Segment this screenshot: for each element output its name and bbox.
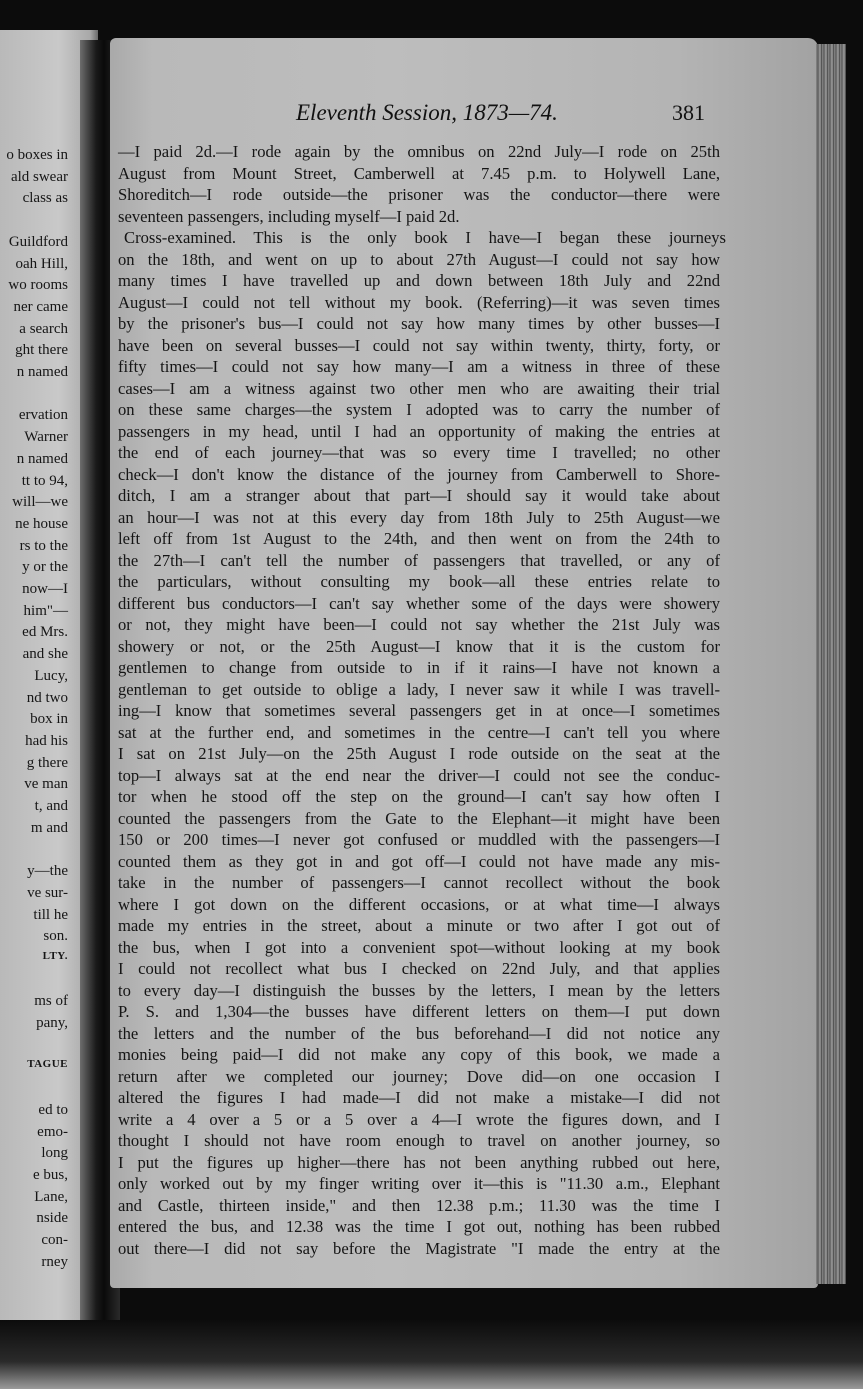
left-page-fragment: ght there bbox=[15, 342, 68, 359]
bottom-shadow bbox=[0, 1320, 863, 1389]
left-page-fragment: t, and bbox=[34, 798, 68, 814]
text-line: top—I always sat at the end near the driver—I could not see the conduc- bbox=[118, 765, 720, 785]
left-page-fragment: a search bbox=[19, 320, 68, 337]
text-line: to every day—I distinguish the busses by the letters, I mean by the letters bbox=[118, 980, 720, 1000]
text-line: P. S. and 1,304—the busses have different letters on them—I put down bbox=[118, 1002, 720, 1021]
left-page-fragment: will—we bbox=[12, 494, 68, 511]
left-page-fragment: long bbox=[41, 1145, 68, 1162]
left-page-fragment: ms of bbox=[34, 993, 68, 1010]
left-page-fragment: ne house bbox=[15, 515, 68, 532]
text-line: only worked out by my finger writing over it—this is "11.30 a.m., Elephant bbox=[118, 1174, 720, 1193]
text-line: I could not recollect what bus I checked on 22nd July, and that applies bbox=[118, 959, 720, 978]
text-line: or not, they might have been—I could not say whether the 21st July was bbox=[118, 615, 720, 634]
text-line: return after we completed our journey; Dove did—on one occasion I bbox=[118, 1066, 720, 1086]
text-line: Shoreditch—I rode outside—the prisoner was the conductor—there were bbox=[118, 185, 720, 204]
text-line: different bus conductors—I can't say whether some of the days were showery bbox=[118, 593, 720, 613]
left-page-fragment: nd two bbox=[26, 689, 68, 706]
text-line: have been on several busses—I could not say within twenty, thirty, forty, or bbox=[118, 335, 720, 355]
book-page bbox=[110, 38, 818, 1288]
page-edges bbox=[816, 44, 846, 1284]
left-page-fragment: tt to 94, bbox=[21, 472, 68, 489]
text-line: altered the figures I had made—I did not make a mistake—I did not bbox=[118, 1088, 720, 1107]
text-line: ditch, I am a stranger about that part—I should say it would take about bbox=[118, 486, 720, 505]
left-page-fragment: had his bbox=[25, 732, 68, 749]
left-page-fragment: m and bbox=[30, 819, 68, 836]
text-line: out there—I did not say before the Magistrate "I made the entry at the bbox=[118, 1238, 720, 1258]
text-line: check—I don't know the distance of the journey from Camberwell to Shore- bbox=[118, 464, 720, 484]
left-page-fragment: wo rooms bbox=[8, 277, 68, 294]
text-line: an hour—I was not at this every day from 18th July to 25th August—we bbox=[118, 507, 720, 527]
text-line: and Castle, thirteen inside," and then 12.38 p.m.; 11.30 was the time I bbox=[118, 1195, 720, 1215]
left-page-fragment: emo- bbox=[37, 1123, 68, 1140]
text-line: fifty times—I could not say how many—I am a witness in three of these bbox=[118, 357, 720, 376]
text-line: tor when he stood off the step on the ground—I can't say how often I bbox=[118, 787, 720, 806]
text-line: thought I should not have room enough to travel on another journey, so bbox=[118, 1131, 720, 1150]
text-line: the particulars, without consulting my book—all these entries relate to bbox=[118, 572, 720, 591]
left-page-fragment: son. bbox=[43, 928, 68, 945]
text-line: —I paid 2d.—I rode again by the omnibus on 22nd July—I rode on 25th bbox=[118, 142, 720, 161]
left-page-fragment: con- bbox=[41, 1232, 68, 1248]
left-page-fragment: ve sur- bbox=[27, 884, 68, 901]
left-page-fragment: n named bbox=[16, 364, 68, 380]
text-line: the 27th—I can't tell the number of passengers that travelled, or any of bbox=[118, 550, 720, 570]
left-page-fragment: Guildford bbox=[8, 233, 68, 250]
left-page-fragment: ed Mrs. bbox=[22, 624, 68, 641]
left-page-fragment: g there bbox=[26, 754, 68, 771]
text-line: showery or not, or the 25th August—I know that it is the custom for bbox=[118, 636, 720, 656]
left-page-fragment: o boxes in bbox=[6, 147, 68, 163]
running-head bbox=[110, 100, 818, 130]
left-page-fragment: and she bbox=[22, 646, 68, 663]
text-line: passengers in my head, until I had an opportunity of making the entries at bbox=[118, 421, 720, 441]
left-page-fragment: box in bbox=[30, 711, 68, 728]
left-page-fragment: Warner bbox=[24, 429, 68, 446]
left-page-fragment: e bus, bbox=[33, 1166, 68, 1183]
page-number: 381 bbox=[672, 100, 705, 125]
left-page-fragment: TAGUE bbox=[27, 1058, 68, 1071]
left-page-fragment: Lucy, bbox=[34, 667, 68, 684]
text-line: the letters and the number of the bus beforehand—I did not notice any bbox=[118, 1023, 720, 1043]
text-line: the bus, when I got into a convenient spot—without looking at my book bbox=[118, 937, 720, 957]
text-line: by the prisoner's bus—I could not say how many times by other busses—I bbox=[118, 314, 720, 333]
left-page-fragment: till he bbox=[33, 906, 68, 923]
text-line: monies being paid—I did not make any copy of this book, we made a bbox=[118, 1045, 720, 1064]
left-page-fragment: Lane, bbox=[34, 1188, 68, 1205]
text-line: take in the number of passengers—I cannot recollect without the book bbox=[118, 873, 720, 892]
text-line: gentleman to get outside to oblige a lady, I never saw it while I was travell- bbox=[118, 679, 720, 699]
text-line: ing—I know that sometimes several passengers get in at once—I sometimes bbox=[118, 701, 720, 720]
left-page-fragment: n named bbox=[16, 450, 68, 467]
left-page-fragment: rney bbox=[41, 1253, 68, 1270]
text-line: made my entries in the street, about a minute or two after I got out of bbox=[118, 916, 720, 935]
text-line: seventeen passengers, including myself—I paid 2d. bbox=[118, 206, 460, 226]
text-line: left off from 1st August to the 24th, and then went on from the 24th to bbox=[118, 529, 720, 548]
left-page-fragment: y or the bbox=[22, 559, 68, 576]
text-line: Cross-examined. This is the only book I have—I began these journeys bbox=[124, 228, 726, 247]
left-page-fragment: pany, bbox=[36, 1015, 68, 1031]
left-page-fragment: LTY. bbox=[42, 949, 68, 962]
text-line: 150 or 200 times—I never got confused or muddled with the passengers—I bbox=[118, 830, 720, 849]
text-line: on these same charges—the system I adopted was to carry the number of bbox=[118, 400, 720, 419]
text-line: cases—I am a witness against two other men who are awaiting their trial bbox=[118, 378, 720, 398]
left-page-fragment: oah Hill, bbox=[15, 255, 68, 272]
text-line: many times I have travelled up and down between 18th July and 22nd bbox=[118, 271, 720, 290]
text-line: I sat on 21st July—on the 25th August I rode outside on the seat at the bbox=[118, 744, 720, 763]
left-page-fragment: ed to bbox=[38, 1101, 68, 1118]
left-page-fragment: ervation bbox=[18, 407, 68, 424]
left-page-fragment: ner came bbox=[13, 298, 68, 315]
text-line: counted the passengers from the Gate to the Elephant—it might have been bbox=[118, 808, 720, 828]
text-line: on the 18th, and went on up to about 27th August—I could not say how bbox=[118, 249, 720, 269]
running-title: Eleventh Session, 1873—74. bbox=[296, 100, 558, 125]
text-line: gentlemen to change from outside to in if it rains—I have not known a bbox=[118, 658, 720, 677]
left-page-fragment: rs to the bbox=[19, 537, 68, 554]
text-line: write a 4 over a 5 or a 5 over a 4—I wrote the figures down, and I bbox=[118, 1109, 720, 1129]
left-page-fragment: ve man bbox=[24, 776, 68, 793]
left-page-fragment: ald swear bbox=[10, 168, 68, 185]
text-line: August from Mount Street, Camberwell at 7.45 p.m. to Holywell Lane, bbox=[118, 163, 720, 183]
left-page-fragment: class as bbox=[22, 190, 68, 207]
left-page-fragment: y—the bbox=[27, 863, 68, 880]
text-line: entered the bus, and 12.38 was the time I got out, nothing has been rubbed bbox=[118, 1217, 720, 1236]
text-line: sat at the further end, and sometimes in the centre—I can't tell you where bbox=[118, 722, 720, 742]
text-line: I put the figures up higher—there has not been anything rubbed out here, bbox=[118, 1152, 720, 1172]
left-page-fragment: him"— bbox=[23, 602, 68, 619]
text-line: August—I could not tell without my book. (Referring)—it was seven times bbox=[118, 292, 720, 312]
text-line: counted them as they got in and got off—I could not have made any mis- bbox=[118, 851, 720, 871]
left-page-fragment: now—I bbox=[22, 581, 68, 597]
text-line: where I got down on the different occasions, or at what time—I always bbox=[118, 894, 720, 914]
left-page-fragment: nside bbox=[36, 1210, 68, 1227]
text-line: the end of each journey—that was so every time I travelled; no other bbox=[118, 443, 720, 462]
